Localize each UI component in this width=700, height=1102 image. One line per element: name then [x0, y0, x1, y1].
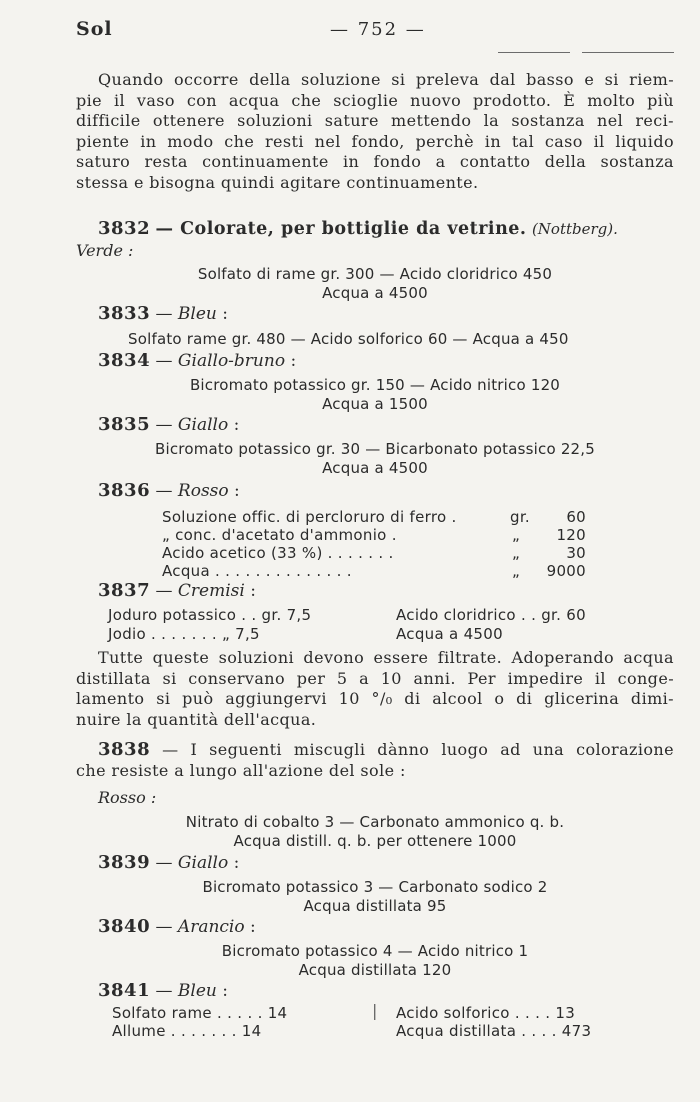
color-label: Arancio	[177, 917, 245, 937]
recipe-cell: Joduro potassico . . gr. 7,5	[108, 606, 312, 624]
text-line: Quando occorre della soluzione si preleva dal basso e si riem-	[98, 70, 674, 89]
text-line: difficile ottenere soluzioni sature mettendo la sostanza nel reci-	[76, 111, 674, 130]
text-line: Tutte queste soluzioni devono essere filtrate. Adoperando acqua	[98, 648, 674, 667]
ingredient-qty: 30	[566, 544, 586, 562]
color-label: Giallo	[177, 853, 229, 873]
text-line: nuire la quantità dell'acqua.	[76, 709, 317, 729]
ingredient-unit: „	[512, 562, 521, 580]
entry-heading-3834: 3834 — Giallo-bruno :	[98, 350, 297, 371]
entry-heading-3833: 3833 — Bleu :	[98, 303, 229, 324]
recipe-line: Acqua distill. q. b. per ottenere 1000	[233, 832, 517, 850]
color-label: Rosso	[177, 481, 229, 501]
intro-paragraph	[76, 70, 674, 193]
entry-number: 3838	[98, 739, 151, 760]
color-label: Bleu	[177, 981, 217, 1001]
header-rule-right	[582, 52, 674, 53]
color-label: Giallo-bruno	[177, 351, 286, 371]
recipe-line: Bicromato potassico gr. 150 — Acido nitrico 120	[189, 376, 561, 394]
recipe-line: Bicromato potassico 3 — Carbonato sodico 2	[202, 878, 548, 896]
color-label: Giallo	[177, 415, 229, 435]
note-paragraph	[76, 648, 674, 730]
text-line: distillata si conservano per 5 a 10 anni. Per impedire il conge-	[76, 668, 674, 688]
header-rule-left	[498, 52, 570, 53]
recipe-line: Acqua a 1500	[322, 395, 428, 413]
color-label: Verde :	[76, 241, 134, 260]
ingredient-qty: 120	[556, 526, 586, 544]
entry-number: 3832	[98, 218, 151, 239]
recipe-line: Acqua distillata 120	[298, 961, 452, 979]
recipe-cell: Acido solforico . . . . 13	[396, 1004, 576, 1022]
recipe-line: Solfato rame gr. 480 — Acido solforico 60 — Acqua a 450	[128, 330, 569, 348]
ingredient-name: Soluzione offic. di percloruro di ferro .	[162, 508, 457, 526]
text-line: pie il vaso con acqua che scioglie nuovo prodotto. È molto più	[76, 90, 674, 110]
entry-number: 3839	[98, 852, 151, 873]
recipe-cell: Allume . . . . . . . 14	[112, 1022, 262, 1040]
text-line: piente in modo che resti nel fondo, perchè in tal caso il liquido	[76, 131, 674, 151]
color-label: Bleu	[177, 304, 217, 324]
color-label: Rosso :	[98, 788, 157, 807]
recipe-line: Bicromato potassico 4 — Acido nitrico 1	[221, 942, 529, 960]
entry-number: 3841	[98, 980, 151, 1001]
ingredient-unit: „	[512, 526, 521, 544]
entry-heading-3835: 3835 — Giallo :	[98, 414, 240, 435]
text-line: che resiste a lungo all'azione del sole :	[76, 760, 406, 780]
recipe-cell: Jodio . . . . . . . „ 7,5	[108, 625, 260, 643]
color-label: Cremisi	[177, 581, 245, 601]
entry-heading-3840: 3840 — Arancio :	[98, 916, 256, 937]
recipe-cell: Acqua a 4500	[396, 625, 503, 643]
recipe-cell: Acido cloridrico . . gr. 60	[396, 606, 586, 624]
ingredient-name: „ conc. d'acetato d'ammonio .	[162, 526, 397, 544]
entry-heading-3836: 3836 — Rosso :	[98, 480, 240, 501]
recipe-line: Acqua a 4500	[322, 284, 428, 302]
entry-heading-3837: 3837 — Cremisi :	[98, 580, 256, 601]
entry-number: 3835	[98, 414, 151, 435]
recipe-line: Nitrato di cobalto 3 — Carbonato ammonico q. b.	[185, 813, 565, 831]
recipe-line: Bicromato potassico gr. 30 — Bicarbonato potassico 22,5	[154, 440, 596, 458]
running-head-section: Sol	[76, 18, 113, 40]
entry-heading-3839: 3839 — Giallo :	[98, 852, 240, 873]
entry-title: — Colorate, per bottiglie da vetrine.	[155, 219, 527, 239]
ingredient-qty: 60	[566, 508, 586, 526]
ingredient-qty: 9000	[546, 562, 586, 580]
text-line: saturo resta continuamente in fondo a contatto della sostanza	[76, 152, 674, 171]
text-line: stessa e bisogna quindi agitare continuamente.	[76, 172, 479, 192]
recipe-line: Acqua a 4500	[322, 459, 428, 477]
recipe-cell: Acqua distillata . . . . 473	[396, 1022, 592, 1040]
entry-number: 3840	[98, 916, 151, 937]
recipe-line: Solfato di rame gr. 300 — Acido cloridrico 450	[197, 265, 553, 283]
entry-heading-3841: 3841 — Bleu :	[98, 980, 229, 1001]
text-line: lamento si può aggiungervi 10 °/₀ di alcool o di glicerina dimi-	[76, 689, 674, 708]
entry-number: 3836	[98, 480, 151, 501]
entry-number: 3833	[98, 303, 151, 324]
ingredient-unit: „	[512, 544, 521, 562]
page-number: — 752 —	[330, 19, 426, 40]
ingredient-name: Acido acetico (33 %) . . . . . . .	[162, 544, 394, 562]
text-line: 3838 — I seguenti miscugli dànno luogo ad una colorazione	[98, 739, 674, 760]
entry-number: 3837	[98, 580, 151, 601]
ingredient-unit: gr.	[510, 508, 530, 526]
recipe-line: Acqua distillata 95	[303, 897, 447, 915]
ingredient-name: Acqua . . . . . . . . . . . . . .	[162, 562, 352, 580]
entry-number: 3834	[98, 350, 151, 371]
entry-3838-paragraph	[76, 740, 674, 781]
entry-author: (Nottberg).	[531, 220, 618, 238]
recipe-cell: Solfato rame . . . . . 14	[112, 1004, 288, 1022]
column-divider: |	[372, 1001, 378, 1020]
entry-heading-3832	[98, 218, 618, 239]
